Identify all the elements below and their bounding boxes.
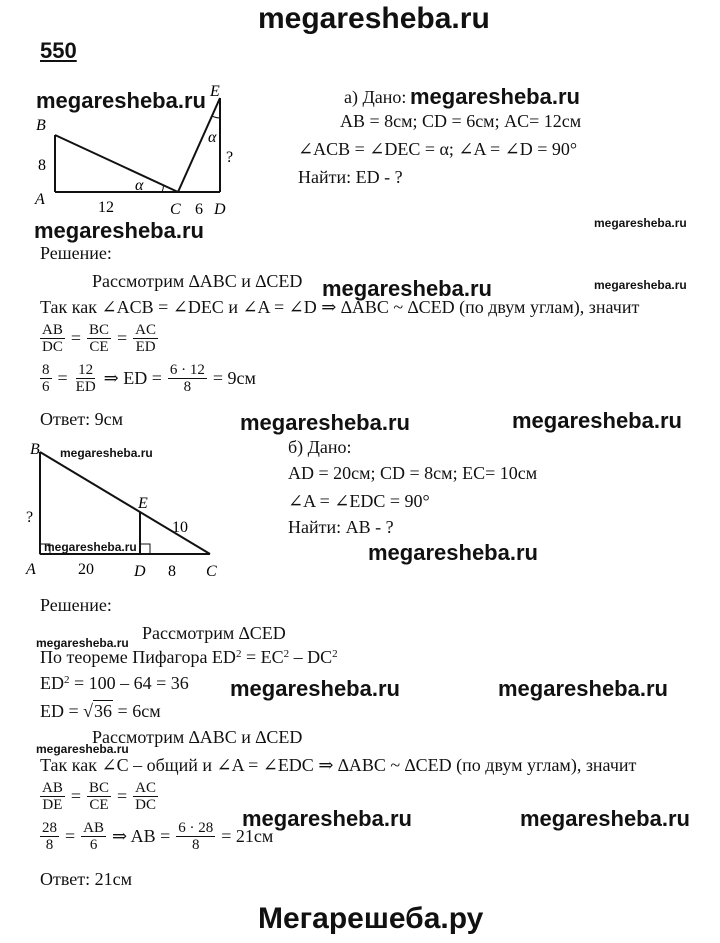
calc-equation-a bbox=[38, 362, 260, 395]
problem-number: 550 bbox=[40, 38, 77, 63]
consider-text: Рассмотрим ∆ABC и ∆CED bbox=[92, 271, 303, 291]
fraction-numerator: BC bbox=[89, 322, 110, 338]
watermark: megaresheba.ru bbox=[44, 540, 137, 554]
equals-sign: = bbox=[70, 328, 81, 348]
figure-a bbox=[30, 80, 240, 220]
solution-title-a: Решение: bbox=[40, 243, 112, 263]
answer-b: Ответ: 21см bbox=[40, 869, 132, 889]
equals-sign: = bbox=[65, 826, 76, 846]
label-B: B bbox=[30, 441, 40, 458]
fraction-numerator: AC bbox=[135, 322, 157, 338]
fraction-numerator: BC bbox=[89, 780, 110, 796]
given-title-a: а) Дано: bbox=[344, 87, 407, 107]
fraction-numerator: 6 · 28 bbox=[178, 820, 214, 836]
fraction-denominator: DC bbox=[135, 797, 157, 813]
given-line: AB = 8см; CD = 6см; AC= 12см bbox=[340, 111, 582, 131]
fraction-numerator: AB bbox=[42, 780, 63, 796]
watermark: megaresheba.ru bbox=[34, 218, 204, 243]
figure-b bbox=[20, 440, 240, 590]
watermark: megaresheba.ru bbox=[368, 540, 538, 565]
watermark: megaresheba.ru bbox=[60, 446, 153, 460]
header-site-title: megaresheba.ru bbox=[258, 2, 490, 35]
watermark: megaresheba.ru bbox=[594, 278, 687, 292]
equals-sign: = bbox=[117, 328, 128, 348]
label-AD: 20 bbox=[78, 561, 94, 578]
fraction-denominator: DE bbox=[42, 797, 63, 813]
calc-equation-b bbox=[38, 820, 277, 853]
fraction-numerator: 28 bbox=[42, 820, 57, 836]
fraction-denominator: 8 bbox=[183, 379, 192, 395]
watermark: megaresheba.ru bbox=[240, 410, 410, 435]
label-C: C bbox=[206, 563, 217, 580]
ratio-equation-b bbox=[38, 780, 160, 813]
pythagoras-text: = EC bbox=[241, 647, 284, 667]
label-A: A bbox=[35, 191, 45, 208]
consider-text: Рассмотрим ∆ABC и ∆CED bbox=[92, 727, 303, 747]
fraction-denominator: CE bbox=[89, 339, 109, 355]
result-text: = 9см bbox=[212, 368, 256, 388]
given-title-b: б) Дано: bbox=[288, 437, 352, 457]
given-line: Найти: AB - ? bbox=[288, 517, 394, 537]
ed-text: = 6см bbox=[113, 701, 161, 721]
watermark: megaresheba.ru bbox=[410, 84, 580, 109]
watermark: megaresheba.ru bbox=[498, 676, 668, 701]
label-EC: 10 bbox=[172, 519, 188, 536]
superscript: 2 bbox=[235, 648, 242, 660]
label-ED: ? bbox=[226, 149, 234, 166]
watermark: megaresheba.ru bbox=[230, 676, 400, 701]
footer-site-title: Мегарешеба.ру bbox=[258, 902, 484, 935]
label-AB: ? bbox=[26, 509, 34, 526]
watermark: megaresheba.ru bbox=[36, 88, 206, 113]
label-C: C bbox=[170, 201, 181, 218]
watermark: megaresheba.ru bbox=[36, 636, 129, 650]
ed-text: = 100 – 64 = 36 bbox=[69, 673, 189, 693]
superscript: 2 bbox=[64, 674, 70, 686]
answer-a: Ответ: 9см bbox=[40, 409, 123, 429]
ratio-equation-a bbox=[38, 322, 160, 355]
label-B: B bbox=[36, 117, 46, 134]
given-line: ∠A = ∠EDC = 90° bbox=[288, 491, 430, 511]
superscript: 2 bbox=[332, 648, 338, 660]
equals-sign: = bbox=[117, 786, 128, 806]
watermark: megaresheba.ru bbox=[520, 806, 690, 831]
fraction-numerator: AC bbox=[135, 780, 157, 796]
implies-text: ⇒ AB = bbox=[112, 826, 171, 846]
fraction-denominator: 8 bbox=[45, 837, 54, 853]
reason-text: Так как ∠ACB = ∠DEC и ∠A = ∠D ⇒ ∆ABC ~ ∆CED (по двум углам), значит bbox=[40, 297, 640, 317]
fraction-denominator: 8 bbox=[192, 837, 200, 853]
pythagoras-line bbox=[40, 646, 338, 668]
label-D: D bbox=[214, 201, 226, 218]
consider-text: Рассмотрим ∆CED bbox=[142, 623, 286, 643]
pythagoras-text: По теореме Пифагора ED bbox=[40, 647, 236, 667]
ed-result-line bbox=[40, 700, 161, 722]
label-D: D bbox=[134, 563, 146, 580]
ed-squared-line bbox=[40, 672, 189, 694]
pythagoras-text: – DC bbox=[289, 647, 333, 667]
fraction-denominator: CE bbox=[89, 797, 109, 813]
equals-sign: = bbox=[70, 786, 81, 806]
given-line: ∠ACB = ∠DEC = α; ∠A = ∠D = 90° bbox=[298, 139, 578, 159]
fraction-numerator: AB bbox=[42, 322, 63, 338]
label-CD: 6 bbox=[195, 201, 203, 218]
label-E: E bbox=[210, 83, 220, 100]
result-text: = 21см bbox=[221, 826, 274, 846]
fraction-denominator: DC bbox=[42, 339, 63, 355]
fraction-numerator: AB bbox=[83, 820, 104, 836]
reason-text: Так как ∠C – общий и ∠A = ∠EDC ⇒ ∆ABC ~ ∆CED (по двум углам), значит bbox=[40, 755, 637, 775]
watermark: megaresheba.ru bbox=[322, 276, 492, 301]
given-line: AD = 20см; CD = 8см; EC= 10см bbox=[288, 463, 538, 483]
fraction-numerator: 6 · 12 bbox=[169, 362, 205, 378]
ed-text: ED bbox=[40, 673, 64, 693]
fraction-denominator: ED bbox=[75, 379, 96, 395]
solution-title-b: Решение: bbox=[40, 595, 112, 615]
label-alpha: α bbox=[135, 177, 144, 194]
fraction-denominator: 6 bbox=[89, 837, 98, 853]
implies-text: ⇒ ED = bbox=[103, 368, 162, 388]
given-line: Найти: ED - ? bbox=[298, 167, 403, 187]
label-AB: 8 bbox=[38, 157, 46, 174]
label-DC: 8 bbox=[168, 563, 176, 580]
watermark: megaresheba.ru bbox=[594, 216, 687, 230]
superscript: 2 bbox=[283, 648, 290, 660]
label-alpha: α bbox=[208, 129, 217, 146]
label-A: A bbox=[26, 561, 36, 578]
label-AC: 12 bbox=[98, 199, 114, 216]
fraction-denominator: ED bbox=[135, 339, 156, 355]
equals-sign: = bbox=[57, 368, 68, 388]
watermark: megaresheba.ru bbox=[36, 742, 129, 756]
sqrt-radicand: 36 bbox=[94, 701, 113, 721]
label-E: E bbox=[138, 495, 148, 512]
watermark: megaresheba.ru bbox=[512, 408, 682, 433]
fraction-numerator: 12 bbox=[78, 362, 94, 378]
fraction-denominator: 6 bbox=[42, 379, 50, 395]
watermark: megaresheba.ru bbox=[242, 806, 412, 831]
fraction-numerator: 8 bbox=[42, 362, 50, 378]
sqrt-symbol: √ bbox=[83, 701, 94, 721]
ed-text: ED = bbox=[40, 701, 84, 721]
